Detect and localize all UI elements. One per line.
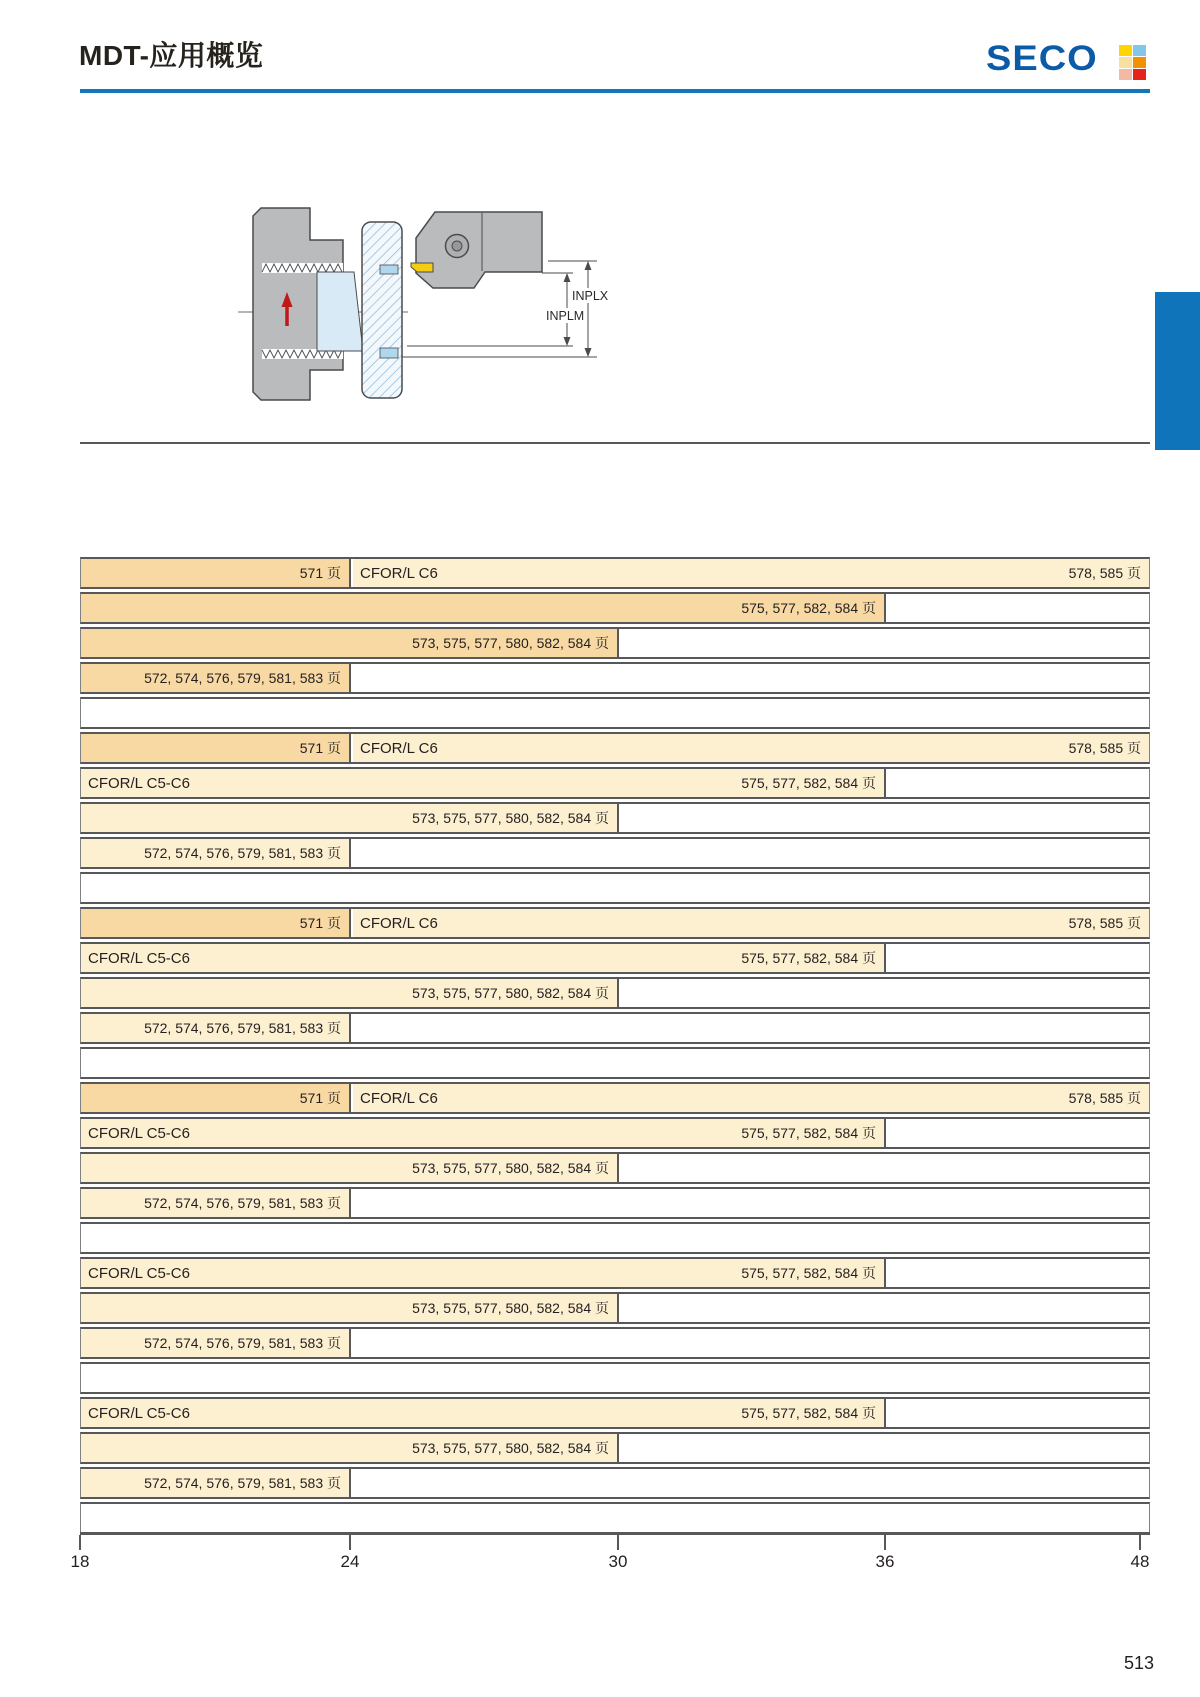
bar-segment [353,1084,1149,1112]
axis-tick-label: 30 [608,1552,628,1571]
bar-segment [81,1014,351,1042]
bar-segment [81,664,351,692]
pages-ref: 575, 577, 582, 584 页 [741,950,876,966]
axis-tick [349,1535,351,1550]
bar-segment [81,839,351,867]
pages-ref: 572, 574, 576, 579, 581, 583 页 [144,1195,341,1211]
range-bar-row [80,732,1150,764]
axis-tick-label: 18 [70,1552,90,1571]
bar-segment [353,909,1149,937]
bar-segment [81,769,886,797]
bar-segment [81,594,886,622]
bar-segment [81,1434,619,1462]
axis-tick [884,1535,886,1550]
inplm-arrow-up [564,273,571,282]
logo-mark-square [1119,57,1132,68]
chapter-side-tab [1155,292,1200,450]
pages-ref: 578, 585 页 [1068,915,1141,931]
x-axis-line [80,1532,1150,1535]
pages-ref: 572, 574, 576, 579, 581, 583 页 [144,845,341,861]
axis-tick-label: 24 [340,1552,360,1571]
range-bar-row [80,1327,1150,1359]
bar-segment [81,1259,886,1287]
axis-tick [1139,1535,1141,1550]
pages-ref: 572, 574, 576, 579, 581, 583 页 [144,1020,341,1036]
tool-label: CFOR/L C5-C6 [88,774,190,792]
tool-label: CFOR/L C6 [360,739,438,757]
tool-label: CFOR/L C5-C6 [88,1404,190,1422]
bar-segment [81,1469,351,1497]
inplx-label: INPLX [572,289,609,303]
pages-ref: 575, 577, 582, 584 页 [741,1265,876,1281]
spacer-row [80,1502,1150,1534]
page-number: 513 [1123,1653,1154,1673]
logo-mark-square [1133,69,1146,80]
tool-label: CFOR/L C5-C6 [88,949,190,967]
pages-ref: 573, 575, 577, 580, 582, 584 页 [412,1440,609,1456]
clamp-disc [362,222,402,398]
header-rule [80,89,1150,93]
spacer-row [80,872,1150,904]
seco-logo [986,38,1098,78]
inplm-arrow-down [564,337,571,346]
range-bar-row [80,1397,1150,1429]
tool-label: CFOR/L C6 [360,1089,438,1107]
axis-tick [617,1535,619,1550]
pages-ref: 573, 575, 577, 580, 582, 584 页 [412,985,609,1001]
range-bar-row [80,662,1150,694]
range-bar-row [80,767,1150,799]
range-bar-row [80,1292,1150,1324]
inplm-label: INPLM [546,309,585,323]
spacer-row [80,1222,1150,1254]
range-bar-row [80,1152,1150,1184]
axis-tick-label: 36 [875,1552,895,1571]
bar-segment [81,1119,886,1147]
tool-label: CFOR/L C6 [360,564,438,582]
pages-ref: 572, 574, 576, 579, 581, 583 页 [144,1475,341,1491]
pages-ref: 573, 575, 577, 580, 582, 584 页 [412,635,609,651]
inplx-arrow-up [585,261,592,270]
bar-segment [81,734,351,762]
bar-segment [81,559,351,587]
spacer-row [80,697,1150,729]
clamp-screw-inner [452,241,462,251]
pages-ref: 573, 575, 577, 580, 582, 584 页 [412,1300,609,1316]
pages-ref: 572, 574, 576, 579, 581, 583 页 [144,670,341,686]
spacer-row [80,1362,1150,1394]
toolholder-shape [416,212,542,288]
bar-segment [81,629,619,657]
logo-mark-square [1119,45,1132,56]
logo-mark-square [1133,45,1146,56]
range-bar-row [80,802,1150,834]
insert-tip [411,263,433,272]
application-diagram [230,180,620,405]
pages-ref: 578, 585 页 [1068,740,1141,756]
range-bar-row [80,1257,1150,1289]
bar-segment [81,1084,351,1112]
chart-top-rule [80,442,1150,444]
tool-label: CFOR/L C5-C6 [88,1264,190,1282]
inplx-arrow-down [585,348,592,357]
pages-ref: 575, 577, 582, 584 页 [741,1405,876,1421]
range-bar-row [80,977,1150,1009]
seco-logo-text: SECO [986,39,1098,79]
bar-segment [81,804,619,832]
pages-ref: 572, 574, 576, 579, 581, 583 页 [144,1335,341,1351]
range-bar-row [80,1012,1150,1044]
pages-ref: 578, 585 页 [1068,1090,1141,1106]
range-bar-row [80,907,1150,939]
bar-segment [81,944,886,972]
disc-seal-bottom [380,348,398,358]
disc-seal-top [380,265,398,274]
seco-logo-mark-icon [1119,45,1147,80]
range-bar-row [80,627,1150,659]
range-bar-row [80,1117,1150,1149]
axis-tick [79,1535,81,1550]
pages-ref: 571 页 [299,740,341,756]
range-bar-row [80,1082,1150,1114]
range-bar-row [80,1467,1150,1499]
range-bar-row [80,1187,1150,1219]
bar-segment [81,1154,619,1182]
range-bar-row [80,557,1150,589]
pages-ref: 575, 577, 582, 584 页 [741,1125,876,1141]
pages-ref: 573, 575, 577, 580, 582, 584 页 [412,1160,609,1176]
pages-ref: 571 页 [299,915,341,931]
range-bar-row [80,1432,1150,1464]
bar-segment [81,1294,619,1322]
bar-segment [353,559,1149,587]
tool-label: CFOR/L C5-C6 [88,1124,190,1142]
range-bar-row [80,942,1150,974]
application-chart [80,557,1150,1537]
bar-segment [353,734,1149,762]
logo-mark-square [1133,57,1146,68]
page-title: MDT-应用概览 [79,40,264,71]
range-bar-row [80,837,1150,869]
spacer-row [80,1047,1150,1079]
range-bar-row [80,592,1150,624]
pages-ref: 571 页 [299,565,341,581]
bar-segment [81,979,619,1007]
logo-mark-square [1119,69,1132,80]
bar-segment [81,909,351,937]
bar-segment [81,1329,351,1357]
tool-label: CFOR/L C6 [360,914,438,932]
bar-segment [81,1189,351,1217]
pages-ref: 573, 575, 577, 580, 582, 584 页 [412,810,609,826]
clamped-blank [317,272,363,351]
pages-ref: 575, 577, 582, 584 页 [741,775,876,791]
pages-ref: 578, 585 页 [1068,565,1141,581]
pages-ref: 575, 577, 582, 584 页 [741,600,876,616]
pages-ref: 571 页 [299,1090,341,1106]
axis-tick-label: 48 [1130,1552,1150,1571]
bar-segment [81,1399,886,1427]
